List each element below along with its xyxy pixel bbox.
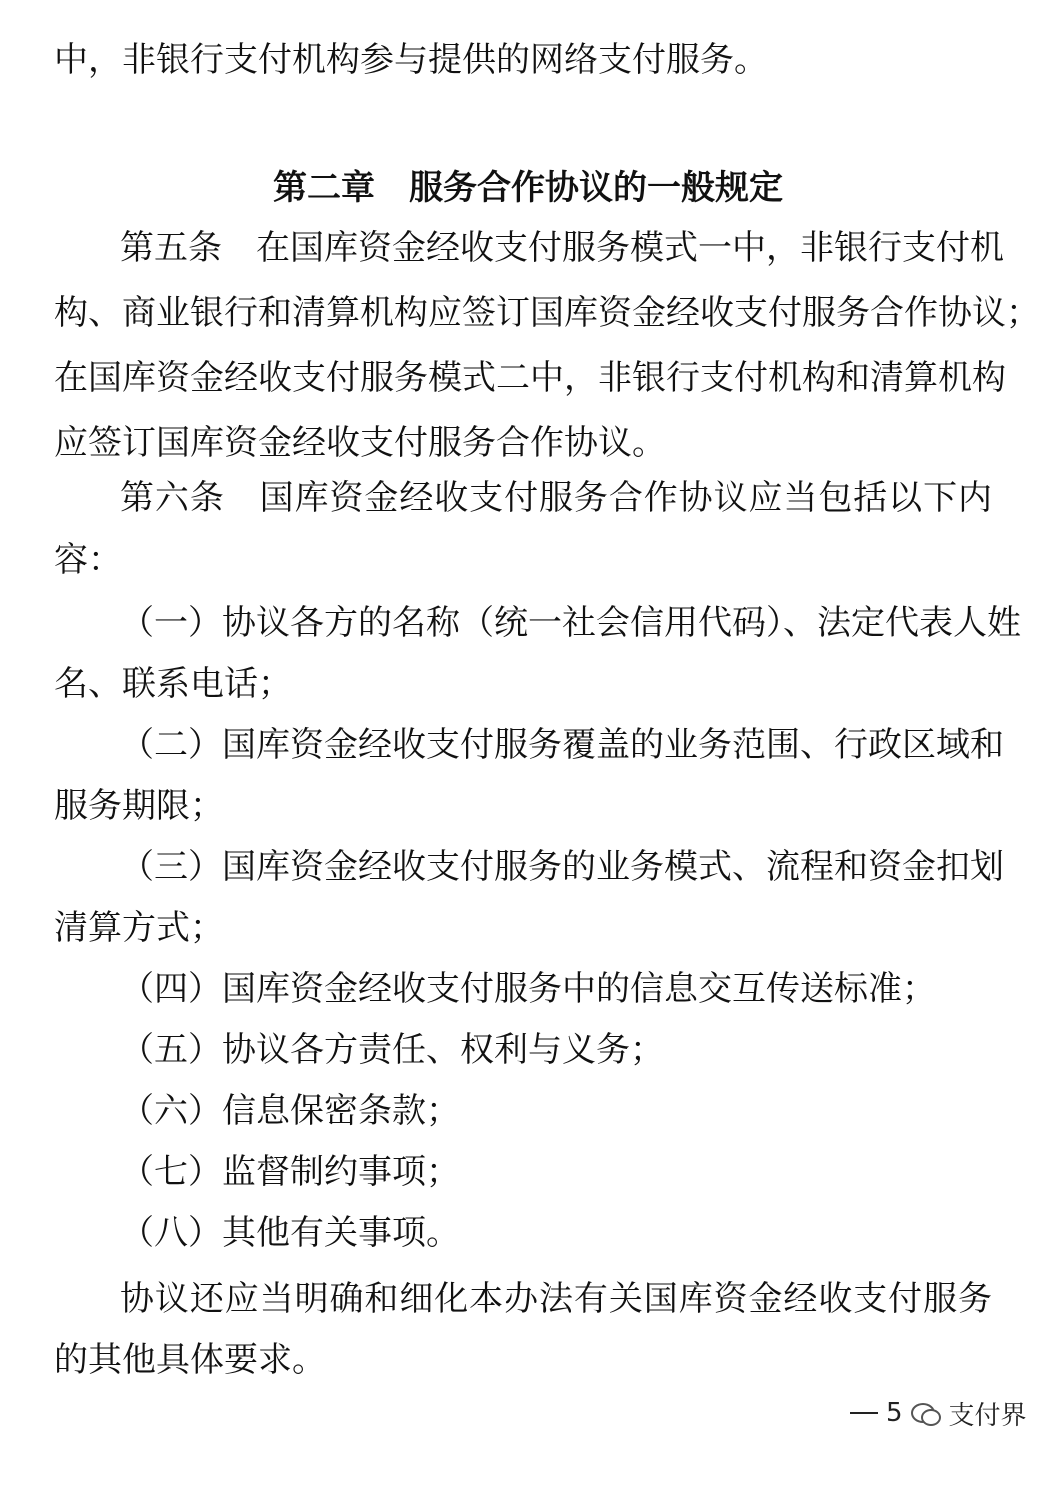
article-5-line-2: 构、商业银行和清算机构应签订国库资金经收支付服务合作协议；	[54, 293, 1040, 333]
item-8: （八）其他有关事项。	[120, 1213, 460, 1253]
item-6: （六）信息保密条款；	[120, 1091, 460, 1131]
footer-dash-left	[850, 1412, 878, 1414]
item-3-line-2: 清算方式；	[54, 908, 224, 948]
article-6-line-1: 第六条 国库资金经收支付服务合作协议应当包括以下内	[120, 478, 992, 518]
article-5-line-4: 应签订国库资金经收支付服务合作协议。	[54, 423, 666, 463]
watermark-text: 支付界	[948, 1400, 1027, 1431]
item-2-line-2: 服务期限；	[54, 786, 224, 826]
closing-line-2: 的其他具体要求。	[54, 1340, 326, 1380]
page-number: 5	[886, 1398, 903, 1428]
wechat-icon	[911, 1401, 941, 1425]
item-1-line-1: （一）协议各方的名称（统一社会信用代码）、法定代表人姓	[120, 603, 1021, 643]
article-6-line-2: 容：	[54, 540, 122, 580]
item-1-line-2: 名、联系电话；	[54, 664, 292, 704]
item-7: （七）监督制约事项；	[120, 1152, 460, 1192]
chapter-heading: 第二章 服务合作协议的一般规定	[273, 168, 783, 208]
article-5-line-3: 在国库资金经收支付服务模式二中，非银行支付机构和清算机构	[54, 358, 1006, 398]
item-5: （五）协议各方责任、权利与义务；	[120, 1030, 664, 1070]
closing-line-1: 协议还应当明确和细化本办法有关国库资金经收支付服务	[120, 1279, 992, 1319]
page-footer	[850, 1393, 1027, 1433]
item-2-line-1: （二）国库资金经收支付服务覆盖的业务范围、行政区域和	[120, 725, 1004, 765]
paragraph-line: 中，非银行支付机构参与提供的网络支付服务。	[54, 40, 768, 80]
item-3-line-1: （三）国库资金经收支付服务的业务模式、流程和资金扣划	[120, 847, 1004, 887]
item-4: （四）国库资金经收支付服务中的信息交互传送标准；	[120, 969, 936, 1009]
article-5-line-1: 第五条 在国库资金经收支付服务模式一中，非银行支付机	[120, 228, 1004, 268]
